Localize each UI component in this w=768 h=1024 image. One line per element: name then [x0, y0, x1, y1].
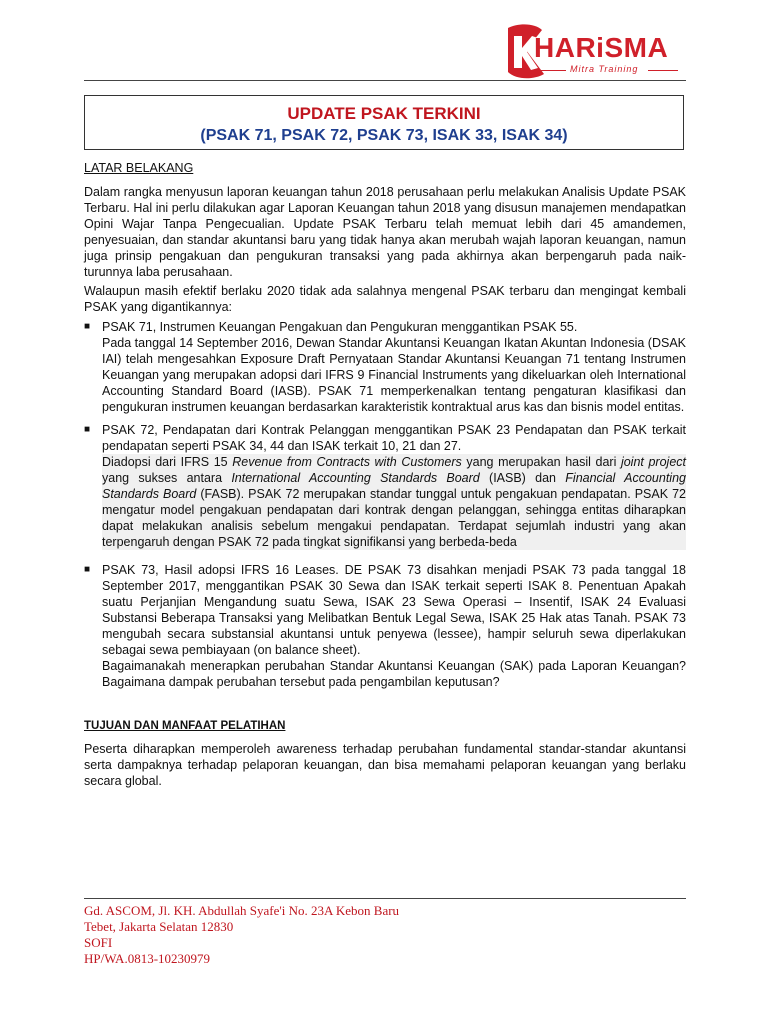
- bullet-body: Pada tanggal 14 September 2016, Dewan Standar Akuntansi Keuangan Ikatan Akuntan Indonesia (DSAK IAI) telah mengesahkan Exposure Draft Pernyataan Standar Akuntansi Keuangan 71 tentang Instrumen Keuangan yang merupakan adopsi dari IFRS 9 Financial Instruments yang dikeluarkan oleh International Accounting Standard Board (IASB). PSAK 71 memperkenalkan tentang pengaturan klasifikasi dan pengukuran instrumen keuangan berdasarkan karakteristik kontraktual arus kas dan bisnis model entitas.: [102, 336, 686, 414]
- bullet-lead: PSAK 72, Pendapatan dari Kontrak Pelanggan menggantikan PSAK 23 Pendapatan dan PSAK terkait pendapatan seperti PSAK 34, 44 dan ISAK terkait 10, 21 dan 27.: [102, 423, 686, 453]
- bullet-body: Bagaimanakah menerapkan perubahan Standar Akuntansi Keuangan (SAK) pada Laporan Keuangan? Bagaimana dampak perubahan tersebut pada pengambilan keputusan?: [102, 659, 686, 689]
- square-bullet-icon: ■: [84, 321, 91, 332]
- latar-paragraph-1: Dalam rangka menyusun laporan keuangan tahun 2018 perusahaan perlu melakukan Analisis Update PSAK Terbaru. Hal ini perlu dilakukan agar Laporan Keuangan tahun 2018 yang disusun manajemen mendapatkan Opini Wajar Tanpa Pengecualian. Update PSAK Terbaru telah memuat lebih dari 45 amandemen, penyesuaian, dan standar akuntansi baru yang tidak hanya akan merubah wajah laporan keuangan, namun juga prinsip pengakuan dan pengukuran transaksi yang pada akhirnya akan berpengaruh pada naik-turunnya laba perusahaan.: [84, 185, 686, 279]
- brand-tagline: Mitra Training: [570, 64, 639, 74]
- company-logo: [500, 22, 682, 80]
- section-heading-tujuan: TUJUAN DAN MANFAAT PELATIHAN: [84, 720, 286, 732]
- list-item: [84, 562, 686, 690]
- square-bullet-icon: ■: [84, 564, 91, 575]
- bullet-lead: PSAK 73, Hasil adopsi IFRS 16 Leases. DE PSAK 73 disahkan menjadi PSAK 73 pada tanggal 18 September 2017, menggantikan PSAK 30 Sewa dan ISAK terkait seperti ISAK 8. Penentuan Apakah suatu Perjanjian Mengandung suatu Sewa, ISAK 23 Sewa Operasi – Insentif, ISAK 24 Evaluasi Substansi Beberapa Transaksi yang Melibatkan Bentuk Legal Sewa, ISAK 25 Hak atas Tanah. PSAK 73 mengubah secara substansial akuntansi untuk penyewa (lessee), hampir seluruh sewa diperlakukan sebagai sewa pembiayaan (on balance sheet).: [102, 563, 686, 657]
- title-box: [84, 95, 684, 150]
- brand-name: HARiSMA: [534, 32, 669, 63]
- bullet-lead: PSAK 71, Instrumen Keuangan Pengakuan dan Pengukuran menggantikan PSAK 55.: [102, 320, 578, 334]
- logo-divider-right: [648, 70, 678, 71]
- footer-address-line-2: Tebet, Jakarta Selatan 12830: [84, 919, 234, 934]
- bullet-body-highlighted: Diadopsi dari IFRS 15 Revenue from Contracts with Customers yang merupakan hasil dari joint project yang sukses antara International Accounting Standards Board (IASB) dan Financial Accounting Standards Board (FASB). PSAK 72 merupakan standar tunggal untuk pengakuan pendapatan. PSAK 72 mengatur model pengakuan pendapatan dari kontrak dengan pelanggan, sehingga entitas diharapkan dapat melakukan analisis sebelum mengakui pendapatan. Terdapat sejumlah industri yang akan terpengaruh dengan PSAK 72 pada tingkat signifikansi yang berbeda-beda: [102, 455, 686, 549]
- latar-paragraph-2: Walaupun masih efektif berlaku 2020 tidak ada salahnya mengenal PSAK terbaru dan mengingat kembali PSAK yang digantikannya:: [84, 284, 686, 314]
- footer-address-line-1: Gd. ASCOM, Jl. KH. Abdullah Syafe'i No. 23A Kebon Baru: [84, 903, 400, 918]
- footer-contact-name: SOFI: [84, 935, 113, 950]
- list-item: [84, 422, 686, 550]
- footer-rule: [84, 898, 686, 899]
- page-title: UPDATE PSAK TERKINI: [287, 104, 481, 123]
- list-item: [84, 319, 686, 415]
- header-rule: [84, 80, 686, 81]
- tujuan-paragraph: Peserta diharapkan memperoleh awareness terhadap perubahan fundamental standar-standar akuntansi serta dampaknya terhadap pelaporan keuangan, dan bisa memahami pelaporan keuangan yang berlaku secara global.: [84, 742, 686, 788]
- footer-phone: HP/WA.0813-10230979: [84, 951, 211, 966]
- section-heading-latar: LATAR BELAKANG: [84, 161, 194, 175]
- logo-divider-left: [536, 70, 566, 71]
- footer-contact: [84, 903, 399, 967]
- document-body: [84, 160, 686, 789]
- page-subtitle: (PSAK 71, PSAK 72, PSAK 73, ISAK 33, ISAK 34): [200, 127, 568, 144]
- square-bullet-icon: ■: [84, 424, 91, 435]
